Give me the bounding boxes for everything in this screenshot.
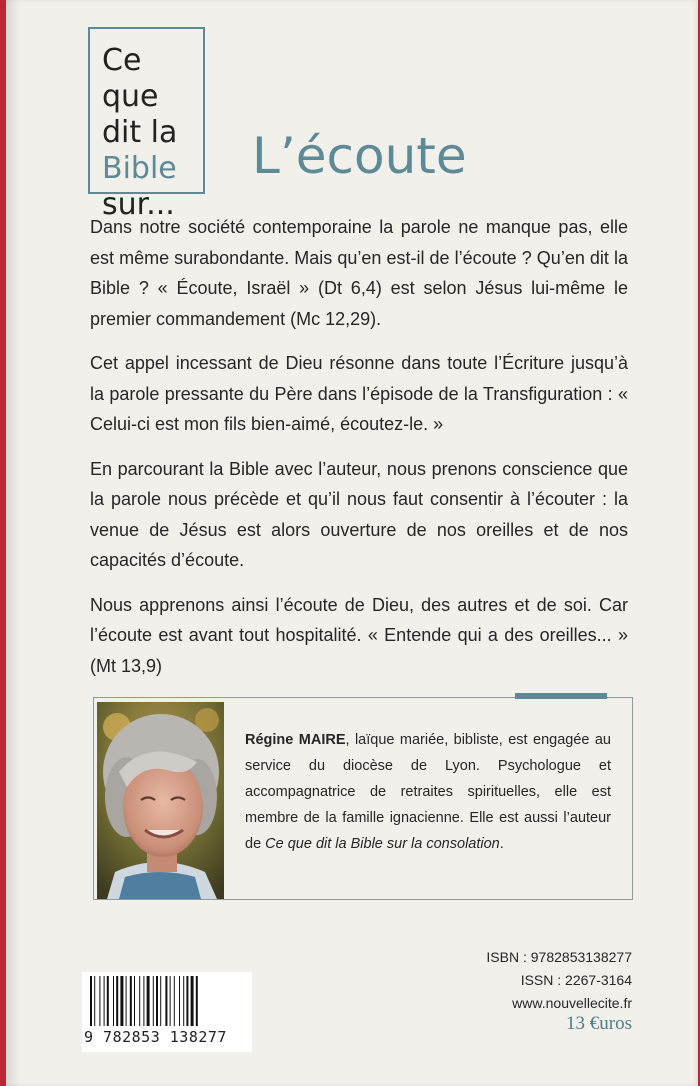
- series-line-1: Ce que: [102, 43, 159, 114]
- author-portrait-image: [97, 702, 224, 899]
- series-line-3: Bible: [102, 151, 177, 186]
- blurb-paragraph-3: En parcourant la Bible avec l’auteur, nous prenons conscience que la parole nous précède et qu’il nous faut consentir à l’écouter : la venue de Jésus est alors ouverture de nos oreilles et de nos capacités d’écoute.: [90, 458, 628, 570]
- issn-label: ISSN : 2267-3164: [520, 972, 632, 988]
- author-bio: [245, 727, 611, 857]
- blurb-paragraph-2: Cet appel incessant de Dieu résonne dans toute l’Écriture jusqu’à la parole pressante du Père dans l’épisode de la Transfiguration : « Celui-ci est mon fils bien-aimé, écoutez-le. »: [90, 353, 628, 434]
- blurb-paragraph-1: Dans notre société contemporaine la parole ne manque pas, elle est même surabondante. Mais qu’en est-il de l’écoute ? Qu’en dit la Bible ? « Écoute, Israël » (Dt 6,4) est selon Jésus lui-même le premier commandement (Mc 12,29).: [90, 217, 628, 329]
- series-line-4: sur...: [102, 187, 175, 222]
- price-label: 13 €uros: [566, 1013, 632, 1034]
- back-cover-blurb: [90, 212, 628, 695]
- author-other-book: Ce que dit la Bible sur la consolation: [265, 836, 500, 852]
- blurb-paragraph-4: Nous apprenons ainsi l’écoute de Dieu, des autres et de soi. Car l’écoute est avant tout hospitalité. « Entende qui a des oreilles... » (Mt 13,9): [90, 594, 628, 676]
- author-bio-end: .: [499, 836, 504, 852]
- publisher-website: www.nouvellecite.fr: [512, 995, 632, 1011]
- author-bio-text: , laïque mariée, bibliste, est engagée au service du diocèse de Lyon. Psychologue et accompagnatrice de retraites spirituelles, elle est membre de la famille ignacienne. Elle est aussi l’auteur de: [245, 732, 611, 852]
- barcode-number: 9 782853 138277: [84, 1028, 227, 1046]
- series-logo: [88, 27, 205, 222]
- barcode-bars: [82, 972, 252, 1028]
- book-title: L’écoute: [252, 127, 467, 185]
- isbn-label: ISBN : 9782853138277: [486, 949, 632, 965]
- publication-info: [486, 946, 632, 1015]
- author-box-accent-bar: [515, 693, 607, 699]
- author-photo: [97, 702, 224, 899]
- series-line-2: dit la: [102, 115, 178, 150]
- cover-edge-shadow: [6, 0, 20, 1086]
- author-name: Régine MAIRE: [245, 732, 346, 748]
